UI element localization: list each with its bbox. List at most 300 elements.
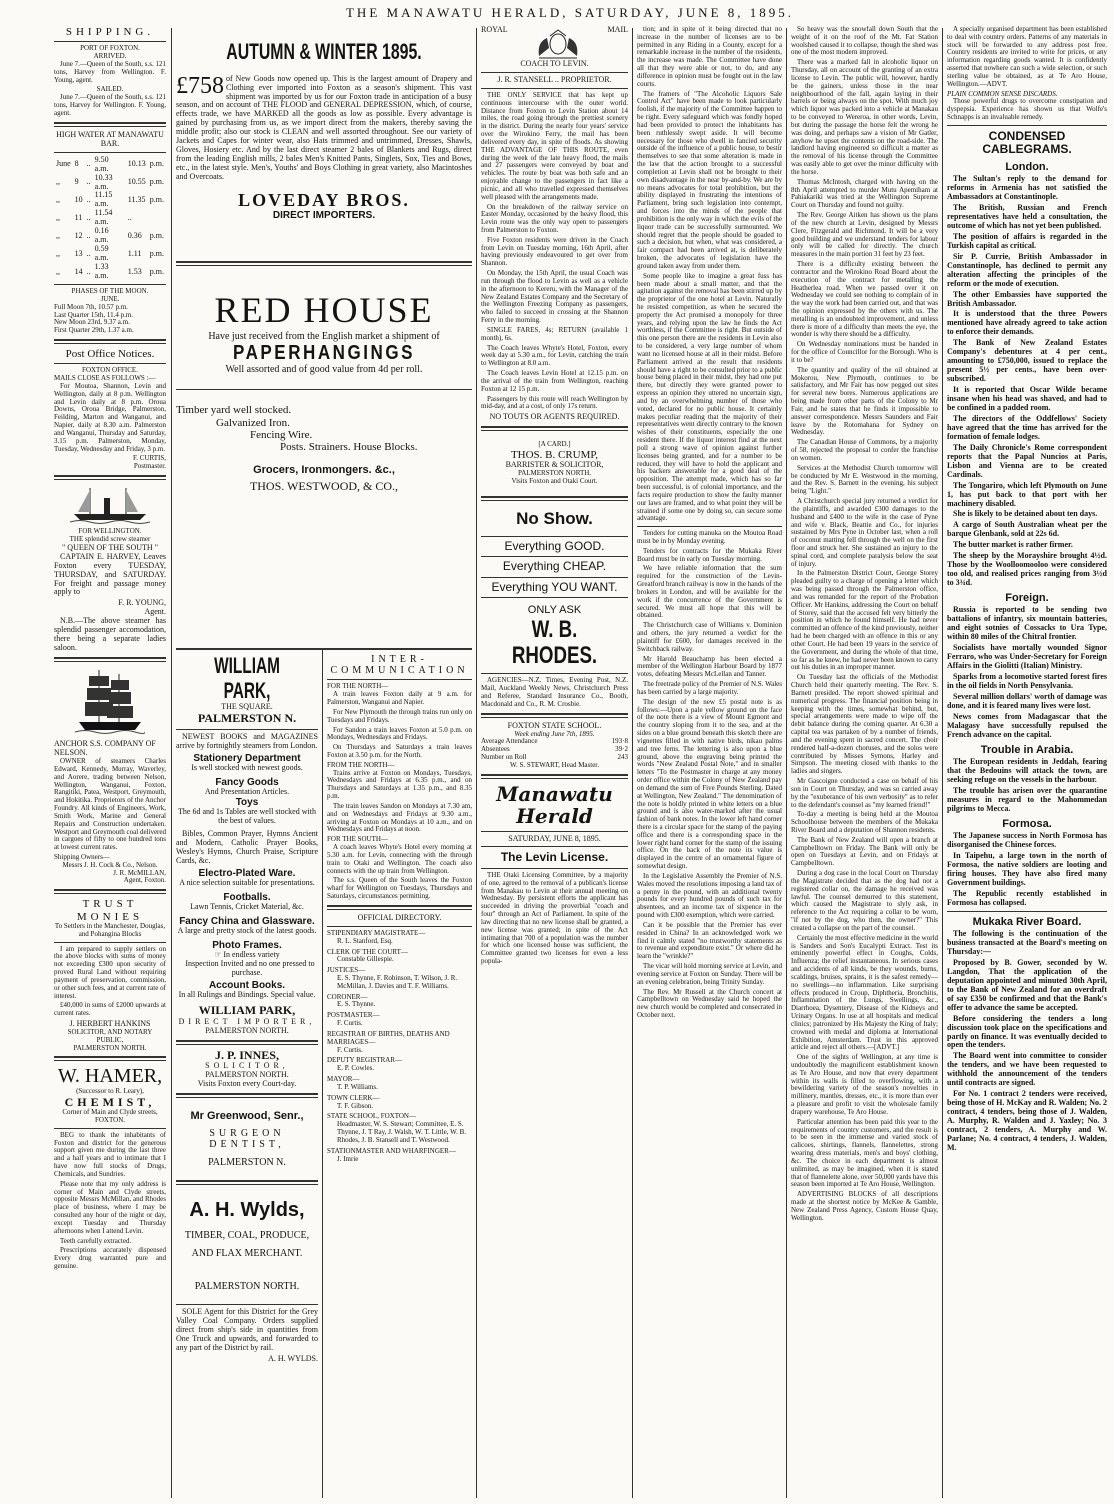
tide-cell: .. — [86, 248, 91, 258]
school-value: 193·8 — [611, 737, 628, 746]
cable-item: Socialists have mortally wounded Signor Ferraro, who was Under-Secretary for Foreign Affairs in the Giolitti (Italian) Ministry. — [947, 643, 1107, 671]
official-role: MAYOR— — [327, 1075, 360, 1084]
tide-cell: p.m. — [149, 266, 164, 276]
hamer-sub: (Successor to R. Leary), — [76, 1086, 144, 1095]
cable-item: Sparks from a locomotive started forest fires in the oil fields in North Pensylvania. — [947, 672, 1107, 691]
park-photo: Photo Frames. — [212, 940, 282, 952]
steamer-text: CAPTAIN E. HARVEY, Leaves Foxton every TUESDAY, THURSDAY, and SATURDAY. For freight and passage money apply to — [54, 551, 166, 597]
north-4: On Thursdays and Saturdays a train leaves Foxton at 3.50 p.m. for the North. — [327, 743, 472, 759]
tide-cell: ,, — [56, 177, 60, 187]
only-ask: ONLY ASK — [527, 604, 582, 617]
official-list — [327, 930, 472, 1164]
park-toys: Toys — [235, 796, 259, 808]
cable-item: News comes from Madagascar that the Malagasy have successfully repulsed the French advance on the capital. — [947, 711, 1107, 739]
tide-cell: p.m. — [149, 230, 164, 240]
wylds-sign: A. H. WYLDS. — [268, 1354, 318, 1364]
redhouse-ad — [176, 270, 472, 493]
news-item: Certainly the most effective medicine in the world is Sanders and Son's Eucalypti Extract. Test its eminently powerful effect in Coughs, Colds, Influenza; the relief instantaneous. In serious cases and accidents of all kinds, be they wounds, burns, scaldings, bruises, sprains, it is the safest remedy—no swellings—no inflammation. Like surprising effects produced in Croup, Diphtheria, Bronchitis, Inflammation of the Lungs, Swellings, &c., Diarrhoea, Dysentery, Disease of the Kidneys and Urinary Organs. In use at all hospitals and medical clinics; patronized by His Majesty the King of Italy; crowned with medal and diploma at International Exhibition, Amsterdam. Trust in this approved article and reject all others.—[ADVT.] — [791, 933, 938, 1052]
coach-section — [481, 26, 628, 422]
agencies: AGENCIES—N.Z. Times, Evening Post, N.Z. Mail, Auckland Weekly News, Christchurch Press and Referee, Standard Insurance Co., Booth, Macdonald and Co., R. M. Crosbie. — [481, 676, 628, 708]
hamer-text4: Prescriptions accurately dispensed Every drug warranted pure and genuine. — [54, 1246, 166, 1271]
park-square: THE SQUARE. — [221, 702, 273, 712]
coach-text3: Five Foxton residents were driven in the Coach from Levin on Tuesday morning, 16th April, after having previously endeavoured to get over from Shannon. — [481, 235, 628, 268]
official-role: CORONER— — [327, 992, 368, 1001]
crump-prof: BARRISTER & SOLICITOR, — [505, 460, 604, 470]
tide-cell — [148, 209, 166, 227]
cable-item: The butter market is rather firmer. — [953, 540, 1073, 550]
loveday-ad — [176, 40, 472, 221]
mukaka-heading: Mukaka River Board. — [972, 915, 1082, 928]
cable-item: The Sultan's reply to the demand for reforms in Armenia has not satisfied the Ambassadors at Constantinople. — [947, 174, 1107, 202]
park-town: PALMERSTON N. — [197, 711, 297, 726]
cable-item: Sir P. Currie, British Ambassador in Constantinople, has declined to permit any alteration affecting the principles of the reform or the mode of execution. — [947, 251, 1107, 288]
news-item: The Rev. Mr Russell at the Church concert at Campbelltown on Wednesday said he hoped the new church would be completed and consecrated in October next. — [637, 987, 782, 1020]
park-toys2: The 6d and 1s Tables are well stocked with the best of values. — [178, 807, 316, 825]
arabia-heading: Trouble in Arabia. — [980, 743, 1074, 756]
official-name: E. S. Thynne. — [337, 1000, 376, 1009]
tide-row — [54, 191, 166, 209]
tide-cell: .. — [86, 177, 91, 187]
steamer-icon — [70, 484, 150, 524]
park-electro2: A nice selection suitable for presentations. — [179, 877, 315, 887]
column-2 — [176, 654, 318, 1364]
innes-name: J. P. INNES, — [215, 1047, 279, 1062]
crump-card-label: [A CARD.] — [538, 440, 571, 449]
grocers: Grocers, Ironmongers. &c., — [253, 463, 395, 476]
tide-row — [54, 245, 166, 263]
coach-text: THE ONLY SERVICE that has kept up continuous intercourse with the outer world. Distance from Foxton to Levin Station about 14 miles, the road going through the prettiest scenery in the district. During the nearly four years' service over the Wirokino Ferry, the mail has been delivered every day, in spite of floods. As showing THE ADVANTAGE OF THIS ROUTE, even during the week of the late heavy flood, the mails and 27 passengers were conveyed by boat and vehicles. The route by boat was both safe and an enjoyable change to the passengers in fact like a picnic, and all who travelled expressed themselves well pleased with the arrangements made. — [481, 90, 628, 201]
official-name: Headmaster, W. S. Stewart; Committee, E. S. Thynne, J. T Ray, J. Walsh, W. T. Little, W. B. Rhodes, J. B. Stansell and T. Westwood. — [337, 1120, 467, 1144]
coach-fares: SINGLE FARES, 4s; RETURN (available 1 month), 6s. — [481, 325, 628, 342]
coach-touts: NO TOUTS OR AGENTS REQUIRED. — [489, 412, 620, 422]
moon-line: New Moon 23rd, 9.37 a.m. — [54, 318, 130, 327]
tide-row — [54, 209, 166, 227]
for-south: FOR THE SOUTH— — [327, 835, 388, 844]
park-fancy: Fancy Goods — [215, 776, 279, 788]
tide-cell: 11.35 — [127, 194, 146, 204]
official-role: POSTMASTER— — [327, 1011, 380, 1020]
news-item: Services at the Methodist Church tomorrow will be conducted by Mr E. Westwood in the morning, and the Rev. S. Barnett in the evening, his subject being "Light." — [791, 463, 938, 496]
park-foot: Footballs. — [223, 891, 271, 903]
coach-text7: Passengers by this route will reach Wellington by mid-day, and at a cost, of only 17s return. — [481, 394, 628, 411]
mukaka-item: The Board went into committee to consider the tenders, and we have been requested to withhold the announcement of the tenders until contracts are signed. — [947, 1051, 1107, 1088]
cable-item: The sheep by the Morayshire brought 4½d. Those by the Woolloomooloo were considered too old, and realised prices ranging from 3½d to 3¾d. — [947, 551, 1107, 588]
column-rule — [171, 28, 172, 1498]
cable-item: The European residents in Jeddah, fearing that the Bedouins will attack the town, are seeking refuge on the vessels in the harbour. — [947, 757, 1107, 784]
official-name: T. P. Williams. — [337, 1082, 378, 1091]
everything-cheap: Everything CHEAP. — [502, 559, 607, 574]
mails-heading: MAILS CLOSE AS FOLLOWS :— — [54, 374, 156, 383]
formosa-heading: Formosa. — [1002, 817, 1052, 830]
school-section — [481, 722, 628, 770]
official-name: T. F. Gibson. — [337, 1101, 374, 1110]
school-value: 39·2 — [615, 745, 628, 754]
wylds-ad — [176, 1189, 318, 1364]
column-rule — [942, 28, 943, 1498]
tide-cell: p.m. — [149, 159, 164, 169]
wylds-text: SOLE Agent for this District for the Grey Valley Coal Company. Orders supplied direct from ship's side in quantities from One Truck and upwards, and forwarded to any part of the District by rail. — [176, 1307, 318, 1353]
tide-cell: 10.55 — [127, 177, 146, 187]
tide-cell: .. — [86, 194, 91, 204]
sailed-text: June 7.—Queen of the South, s.s. 121 tons, Harvey for Wellington. F. Young, agent. — [54, 93, 166, 117]
news-item: Particular attention has been paid this year to the requirements of country customers, and the result is to be seen in the immense and varied stock of calicoes, shirtings, flannels, flannelettes, strong wearing dress materials, men's and boys' clothing, &c. The choice in each department is almost unlimited, as may be imagined, when it is stated that of flannelette alone, over 50,000 yards have this season been imported at Te Aro House, Wellington. — [791, 1117, 938, 1189]
north-2: For New Plymouth the through trains run only on Tuesdays and Fridays. — [327, 707, 472, 724]
column-rule — [476, 28, 477, 1498]
news-item: During a dog case in the local Court on Thursday the Magistrate decided that as the dog had not a registered collar on, the damage he received was lawful. The counsel demurred to this statement, which caused the Magistrate to slyly ask, in reference to the Act requiring a collar to be worn, "if not by the dog, who then, the owner?" This created a collapse on the part of the counsel. — [791, 869, 938, 932]
park-acct: Account Books. — [208, 980, 286, 992]
wylds-town: PALMERSTON NORTH. — [194, 1281, 300, 1293]
cable-item: The Tongariro, which left Plymouth on June 1, has put back to that port with her machinery disabled. — [947, 480, 1107, 508]
tide-cell: ,, — [56, 194, 60, 204]
anchor-title: ANCHOR S.S. COMPANY OF NELSON. — [54, 739, 156, 758]
official-name: F. Curtis. — [337, 1045, 363, 1054]
tide-row — [54, 263, 166, 281]
official-role: CLERK OF THE COURT— — [327, 947, 408, 956]
tide-cell: June — [56, 159, 71, 169]
hamer-title: CHEMIST, — [64, 1094, 156, 1109]
park-news: NEWEST BOOKS and MAGAZINES arrive by fortnightly steamers from London. — [176, 731, 318, 750]
news-item: The quantity and quality of the oil obtained at Mokorou, New Plymouth, continues to be satisfactory, and Mr Fair has now pegged out sites for several new bores. Numerous applications are being made from other parts of the Colony to Mr Fair, and he states that he finds it impossible to answer correspondence. Messrs Saunders and Fair leave by the Rotomahana for Sydney on Wednesday. — [791, 365, 938, 437]
innes-visits: Visits Foxton every Court-day. — [197, 1079, 297, 1089]
tide-cell: p.m. — [149, 248, 164, 258]
greenwood-town: PALMERSTON N. — [208, 1156, 286, 1168]
news-item: To-day a meeting is being held at the Moutoa Schoolhouse between the members of the Mukaka River Board and a deputation of Shannon residents. — [791, 810, 938, 834]
hamer-text: BEG to thank the inhabitants of Foxton and district for the generous support given me during the last three and a half years and to intimate that I have now full stocks of Drugs, Chemicals, and Sundries. — [54, 1130, 166, 1178]
crump-card — [481, 435, 628, 492]
steamer-name: " QUEEN OF THE SOUTH " — [62, 542, 158, 552]
news-item: On Tuesday last the officials of the Methodist Church held their quarterly meeting. The Rev. S. Barnett presided. The report showed spiritual and numerical progress. The financial position being in keeping with the times, somewhat behind, but, special arrangements were made to wipe off the debit balance during the coming quarter. At 6.30 a capital tea was partaken of by a number of friends, and the evening spent in sacred concert. The choir rendered half-a-dozen choruses, and the solos were contributed by Misses Symons, Harley and Simpson. The meeting closed with thanks to the ladies and singers. — [791, 673, 938, 776]
cable-item: It is reported that Oscar Wilde became insane when his head was shaved, and had to be confined in a padded room. — [947, 385, 1107, 412]
coach-crest-row — [481, 26, 628, 60]
moon-line: Last Quarter 15th, 11.4 p.m. — [54, 310, 134, 319]
park-bibles: Bibles, Common Prayer, Hymns Ancient and Modern, Catholic Prayer Books, Wesley's Hymns, Church Praise, Scripture Cards, &c. — [176, 828, 318, 865]
cable-item: It is understood that the three Powers mentioned have already agreed to take action to enforce their demands. — [947, 309, 1107, 337]
news-item: Those powerful drugs to overcome constipation and dyspepsia. Experience has shown us that Wolfe's Schnapps is an invaluable remedy. — [947, 97, 1107, 122]
tide-cell: .. — [86, 266, 91, 276]
tides-section — [54, 131, 166, 281]
tide-cell: 10.13 — [127, 159, 146, 169]
trust-sub: To Settlers in the Manchester, Douglas, and Pohangina Blocks — [54, 921, 166, 938]
anchor-text: OWNER of steamers Charles Edward, Kennedy, Murray, Waverley, and Aorere, trading between Nelson, Wellington, Wanganui, Foxton, Rangitiki, Patea, Westport, Greymouth, and Hokitika. Proprietors of the Anchor Foundry. All kinds of Engineers, Work, Smith Work, Marine and General Repairs and Construction undertaken. Westport and Greymouth coal delivered in cargoes of fifty to one hundred tons at lowest current rates. — [54, 757, 166, 852]
steamer-the: THE splendid screw steamer — [69, 534, 151, 543]
cable-item: The directors of the Oddfellows' Society have agreed that the time has arrived for the formation of female lodges. — [947, 413, 1107, 441]
for-north: FOR THE NORTH— — [327, 682, 389, 691]
official-title: OFFICIAL DIRECTORY. — [357, 912, 442, 922]
trust-title: TRUST MONIES — [76, 898, 144, 923]
tide-cell: ,, — [56, 230, 60, 240]
hamer-text3: Teeth carefully extracted. — [60, 1236, 132, 1245]
rhodes-ad — [481, 509, 628, 709]
shipping-title: SHIPPING. — [65, 26, 155, 38]
moon-section — [54, 288, 166, 335]
column-7 — [947, 26, 1107, 1155]
loveday-firm2: DIRECT IMPORTERS. — [272, 210, 376, 222]
trust-section — [54, 898, 166, 1052]
park-china2: A large and pretty stock of the latest goods. — [177, 926, 317, 936]
intercomm-title: INTER-COMMUNICATION — [330, 654, 469, 677]
autumn-text: of New Goods now opened up. This is the largest amount of Drapery and Clothing ever imported into Foxton as a season's shipment. This vast shipment was imported by us for our Foxton trade in anticipation of a busy season, and on account of THE FLOOD and GENERAL DEPRESSION, which, of course, effects trade, we have MARKED all the goods as low as possible. Every advantage is gained by purchasing from us, as we import direct from the makers, thereby saving the middle profit; also our stock is CLEAN and well assorted throughout. See our variety of Jackets and Capes for winter wear, also Hats trimmed and untrimmed, Dresses, Shawls, Gloves, Hosiery etc. And by the last direct steamer 2 bales of Blankets and Rugs, direct from the leading English mills, 2 bales Men's Knitted Pants, Singlets, Sox, Ties and Bows, etc., in the latest style. Men's, Youths' and Boys Clothing in great variety, also Macintoshes and Overcoats. — [176, 73, 472, 182]
cable-item: The trouble has arisen over the quarantine measures in regard to the Mahommedan pilgrims to Mecca. — [947, 785, 1107, 813]
steamer-for: FOR WELLINGTON. — [78, 527, 142, 536]
tide-cell: .. — [127, 212, 132, 222]
tide-cell: 14 — [74, 266, 83, 276]
post-office-sub: FOXTON OFFICE. — [82, 366, 138, 375]
official-name: E. S. Thynne, F. Robinson, T. Wilson, J. R. McMillan, J. Davies and T. F. Williams. — [337, 974, 458, 990]
loveday-firm: LOVEDAY BROS. — [238, 190, 410, 211]
rhodes-name: W. B. RHODES. — [511, 615, 598, 670]
from-north-2: The train leaves Sandon on Mondays at 7.30 am, and on Wednesdays and Fridays at 9.30 a.m., arriving at Foxton on Mondays at 10 a.m., and on Wednesdays and Fridays at noon. — [327, 801, 472, 834]
news-item: The Christchurch case of Williams v. Dominion and others, the jury returned a verdict for the plaintiff for £600, for damages received in the Switchback railway. — [637, 621, 782, 653]
paperhangings: PAPERHANGINGS — [232, 341, 416, 364]
column-3 — [327, 654, 472, 1166]
news-item: There is a difficulty existing between the contractor and the Wirokino Road Board about the execution of the contract for metalling the Heatherlea road. When we passed over it on Wednesday we could see nothing to complain of in the way the work had been carried out, and that was the opinion expressed by the others with us. The metalling is an undoubted improvement, and unless there is more of a difficulty than meets the eye, the wonder is why there should be a difficulty. — [791, 260, 938, 339]
official-role: STATE SCHOOL, FOXTON— — [327, 1112, 416, 1121]
tide-cell: 11.54 a.m. — [94, 208, 113, 227]
article-text: Some people like to imagine a great fuss has been made about a small matter, and that the agitation against the removal has been stirred up by the proprietor of the one hotel at Levin. Naturally he resisted competition, as when he secured the property the Act promised a monopoly for three years, and relying upon the law he finds the Act worthless, if the Committee is right. But outside of this one person there are the residents in Levin also to be considered, a very large number of whom want no licensed house at all in their midst. Before Parliament arrived at the result that residents should have a right to be consulted prior to a public house being placed in their midst, they had one put there, but directly they were granted power to express an opinion they uttered no uncertain sign, and by an overwhelming number of those who voted, declared for no public house. It certainly makes peculiar reading that the majority of their representatives went directly contrary to the known wishes of their constituents, especially the one resident there. If the liquor interest find at the next poll a strong wave of opinion against further licenses being granted, and for a number to be reduced, they will have to hold the applicant and his backers answerable for a good deal of the opposition. The attempt made, which has so far been successful, is of colonial importance, and the facts require production to show the faulty manner our laws are framed, and to what point they will be strained if some one by doing so, can secure some advantage. — [637, 271, 782, 523]
greenwood-prof: SURGEON DENTIST, — [209, 1128, 285, 1151]
port-heading: PORT OF FOXTON. — [80, 44, 140, 53]
north-3: For Sandon a train leaves Foxton at 5.0 p.m. on Mondays, Wednesdays and Fridays. — [327, 725, 472, 742]
shipping-section — [54, 26, 166, 118]
trust-text2: £40,000 in sums of £2000 upwards at current rates. — [54, 1001, 166, 1018]
school-label: Absentees — [481, 745, 510, 754]
wylds-trade: TIMBER, COAL, PRODUCE, AND FLAX MERCHANT. — [184, 1230, 310, 1260]
park-sign3: PALMERSTON NORTH. — [205, 1025, 289, 1035]
news-item: One of the sights of Wellington, at any time is undoubtedly the magnificent establishment known as Te Aro House, and now that every department within its walls is filled to overflowing, with a bewildering variety of the season's novelties in millinery, mantles, dresses, etc., it is more than ever a pleasure and profit to visit the wholesale family drapery warehouse, Te Aro House. — [791, 1053, 938, 1116]
tide-cell: 0.16 a.m. — [94, 226, 109, 245]
school-label: Number on Roll — [481, 753, 527, 762]
post-office-sign: F. CURTIS, — [132, 454, 166, 463]
crump-town: PALMERSTON NORTH. — [517, 469, 592, 478]
park-acct2: In all Rulings and Bindings. Special value. — [178, 990, 316, 1000]
redhouse-title: RED HOUSE — [214, 290, 434, 331]
cable-item: The British, Russian and French representatives have held a consultation, the outcome of which has not yet been published. — [947, 202, 1107, 230]
steamer-section — [54, 484, 166, 653]
tide-row — [54, 174, 166, 192]
tide-cell: .. — [86, 212, 91, 222]
iron: Galvanized Iron. — [216, 416, 290, 429]
news-item: The Rev. George Aitken has shown us the plans of the new church at Levin, designed by Messrs Clere, Fitzgerald and Richmond. It will be a very good building and we understand tenders for labour only will be called for directly. The church measures in the main portion 31 feet by 23 feet. — [791, 211, 938, 259]
coach-royal: ROYAL — [481, 26, 508, 34]
tide-cell: .. — [86, 230, 91, 240]
news-item: A Christchurch special jury returned a verdict for the plaintiffs, and awarded £300 damages to the husband and £400 to the wife in the case of Pyne and wife v. Black, Beattie and Co., for injuries sustained by Mrs Pyne in October last, when a roll of coconut matting fell through the well on the first floor and struck her. She sustained an injury to the spinal cord, and complete paralysis below the seat of injury. — [791, 497, 938, 568]
article-text: tion; and in spite of it being directed that no increase in the number of licenses are to be permitted in any Riding in a County, except for a remarkable increase in the number of the residents, the increase was made. The Committee have done all that they were able or not, to do, and any difference in opinion must be fought out in the law courts. — [637, 26, 782, 88]
moon-month: JUNE. — [100, 294, 120, 303]
anchor-section — [54, 666, 166, 885]
school-table — [481, 738, 628, 761]
intercomm-section — [327, 654, 472, 901]
news-item: The design of the new £5 postal note is as follows:—Upon a pale yellow ground on the face of the note there is a view of Mount Egmont and the country sloping from it to the sea, and at the sides on a blue ground beneath this sketch there are vignettes filled in with native birds, nikau palms and tree ferns. The lettering is also upon a blue ground, above the engraving being printed the words "New Zealand Postal Note," and in smaller letters "To the Postmaster in charge at any money order office within the Colony of New Zealand pay on demand the sum of Five Pounds Sterling. Dated at Wellington, New Zealand." The denomination of the note is boldly printed in white letters on a blue ground and is also water-marked after the usual fashion of bank notes. In the lower left hand corner there is a circular space for the stamp of the paying office and there is a corresponding space in the lower right hand corner for the stamp of the issuing office. On the back of the note its value is displayed in the centre of an ornamental figure of somewhat design. — [637, 697, 782, 871]
steamer-nb: N.B.—The above steamer has splendid passenger accomodation, there being a separate ladies saloon. — [54, 616, 166, 653]
park-foot2: Lawn Tennis, Cricket Material, &c. — [190, 902, 304, 912]
coach-text2: On the breakdown of the railway service on Easter Monday, occasioned by the heavy flood, this Levin route was the only way open to passengers from Palmerston to Foxton. — [481, 202, 628, 234]
tide-cell: 1.53 — [127, 266, 142, 276]
tide-cell: 9.50 a.m. — [94, 154, 109, 173]
news-item: In the Legislative Assembly the Premier of N.S. Wales moved the resolutions imposing a land tax of a penny in the pound, with an additional twenty pounds for every hundred pounds of such tax for absentees, and an income tax of sixpence in the pound with £300 exemption, which were carried. — [637, 871, 782, 920]
news-item: So heavy was the snowfall down South that the weight of it on the roof of the Mt. Fat Station woolshed caused it to collapse, though the shed was one of the most modern improved. — [791, 26, 938, 57]
tide-cell: 8 — [74, 159, 79, 169]
tide-cell: .. — [86, 159, 91, 169]
column-6 — [791, 26, 938, 1225]
arrived-heading: ARRIVED. — [93, 52, 127, 61]
amount: £758 — [176, 72, 224, 99]
wire: Fencing Wire. — [250, 429, 313, 442]
news-item: The Bank of New Zealand will open a branch at Campbelltown on Friday. The Bank will only be open on Tuesdays at Levin, and on Fridays at Campbelltown. — [791, 835, 938, 868]
news-item: Can it be possible that the Premier has ever resided in China? In an acknowledged work we find it calmly stated "no trustworthy statements as to revenue and expenditure exist." Or where did he learn the "wrinkle?" — [637, 920, 782, 961]
plain-sense: PLAIN COMMON SENSE DISCARDS. — [947, 89, 1058, 98]
tide-cell: p.m. — [149, 194, 164, 204]
innes-ad — [176, 1049, 318, 1089]
autumn-title: AUTUMN & WINTER 1895. — [226, 40, 422, 64]
news-item: Mr Gascoigne conducted a case on behalf of his son in Court on Thursday, and was so carried away by the "exuberance of his own verbosity" as to refer to the defendant's counsel as "my learned friend!" — [791, 777, 938, 809]
hamer-name: W. HAMER, — [57, 1065, 163, 1088]
timber: Timber yard well stocked. — [176, 404, 292, 417]
official-directory — [327, 914, 472, 1163]
anchor-owners4: Agent, Foxton. — [123, 876, 166, 885]
cable-item: The Bank of New Zealand Estates Company's debentures at 4 per cent., amounting to £750,000, issued to replace the present 5½ per cents., have been over-subscribed. — [947, 338, 1107, 384]
coach-mail: MAIL — [607, 26, 628, 34]
tide-cell: ,, — [56, 248, 60, 258]
school-week: Week ending June 7th, 1895. — [514, 729, 595, 738]
post-office-title: Post Office Notices. — [65, 347, 155, 360]
cable-item: The Daily Chronicle's Rome correspondent reports that the Papal Nuncios at Paris, Lisbon and Vienna are to be created Cardinals. — [947, 442, 1107, 479]
school-sign: W. S. STEWART, Head Master. — [509, 760, 599, 769]
trust-sign3: PALMERSTON NORTH. — [73, 1043, 147, 1052]
steamer-sign2: Agent. — [144, 607, 166, 617]
cable-item: In Taipehu, a large town in the north of Formosa, the native soldiers are looting and firing houses. They have also fired many Government buildings. — [947, 851, 1107, 887]
trust-text: I am prepared to supply settlers on the above blocks with sums of money not exceeding £300 upon security of proved Rural Land without requiring payment of preservation, commission, or other such fees, and at current rate of interest. — [54, 944, 166, 1000]
london-heading: London. — [1005, 160, 1049, 173]
redhouse-sub: Have just received from the English market a shipment of — [208, 330, 440, 342]
post-office-text: For Moutoa, Shannon, Levin and Wellington, daily at 8 p.m. Wellington and Levin daily at 8 p.m. Oroua Downs, Oroua Bridge, Palmerston, Feilding, Marton and Wanganui, and Napier, daily at 8.30 a.m. Palmerston and Wanganui, Thursday and Saturday, 3.15 p.m. Palmerston, Monday, Tuesday, Wednesday and Friday, 3 p.m. — [54, 381, 166, 453]
herald-date: SATURDAY, JUNE 8, 1895. — [508, 833, 601, 843]
mukaka-item: The following is the continuation of the business transacted at the Board's meeting on Thursday:— — [947, 929, 1107, 956]
arrived-text: June 7.—Queen of the South, s.s. 121 tons, Harvey from Wellington. F. Young, agent. — [54, 59, 166, 84]
article-text: The framers of "The Alcoholic Liquors Sale Control Act" have been made to look particularly foolish, if the majority of the Committee happen to be right. Every safeguard which was fondly hoped had been provided to protect the inhabitants has been ruthlessly swept aside. It will become necessary for those who dwell in fancied security outside of the influence of a public house, to bestir themselves to see that some alteration is made in the law that the action brought to a successful completion at Levin shall not be brought to their own disadvantage in the near by-and-by. We are by no means advocates for total prohibition, but the ability displayed in frustrating the intentions of Parliament, bring such legislation into contempt, and forces into the minds of the people that prohibition is the only way in which the evils of the liquor trade can be successfully surmounted. We should regret that the people should be goaded to such a decision, but when, what was considered, a fair compact had been arrived at, is deliberately broken, the advocates of legislation have the ground taken away from under them. — [637, 89, 782, 270]
tide-row — [54, 156, 166, 174]
park-stat: Stationery Department — [193, 752, 301, 764]
park-electro: Electro-Plated Ware. — [198, 867, 296, 879]
from-north: FROM THE NORTH— — [327, 760, 395, 769]
wide-ad-rule — [176, 648, 472, 650]
tide-cell: 10.33 a.m. — [94, 172, 113, 191]
royal-crest-icon — [533, 26, 583, 60]
wylds-name: A. H. Wylds, — [189, 1198, 305, 1221]
tide-row — [54, 227, 166, 245]
tide-cell: 1.11 — [127, 248, 142, 258]
park-name: WILLIAM PARK, — [214, 654, 280, 703]
news-item: A specially organised department has been established to deal with country orders. Patterns of any materials in stock will be forwarded to any address post free. Country residents are invited to write for prices, or any information regarding goods wanted. It is confidently asserted that nowhere can such a wide selection, or such sterling value be obtained, as at Te Aro House, Wellington.—ADVT. — [947, 26, 1107, 88]
moon-line: First Quarter 29th, 1.37 a.m. — [54, 326, 134, 335]
moon-line: Full Moon 7th, 10.57 p.m. — [54, 302, 128, 311]
steamer-sign: F. R. YOUNG, — [118, 598, 166, 608]
official-role: STIPENDIARY MAGISTRATE— — [327, 928, 426, 937]
school-value: 243 — [617, 753, 628, 762]
official-role: STATIONMASTER AND WHARFINGER— — [327, 1146, 456, 1155]
news-item: We have reliable information that the sum required for the construction of the Levin-Greatford branch railway is now in the hands of the brokers in London, and will be available for the work if the concurrence of the Government is secured. We must all hope that this will be obtained. — [637, 564, 782, 620]
no-show: No Show. — [516, 508, 593, 528]
redhouse-well: Well assorted and of good value from 4d per roll. — [225, 364, 423, 376]
park-stat2: Is well stocked with newest goods. — [191, 762, 303, 772]
coach-prop: J. R. STANSELL .. PROPRIETOR. — [497, 74, 612, 84]
tides-title: HIGH WATER AT MANAWATU BAR. — [56, 129, 164, 148]
south-2: The s.s. Queen of the South leaves the Foxton wharf for Wellington on Tuesdays, Thursdays and Saturdays, circumstances permitting. — [327, 876, 472, 901]
mukaka-item: Proposed by B. Gower, seconded by W. Langdon, That the application of the deputation appointed and minuted 30th April, to the Bank of New Zealand for an overdraft of say £350 be confirmed and that the Bank's offer to advance the same be accepted. — [947, 957, 1107, 1012]
crump-visits: Visits Foxton and Otaki Court. — [511, 477, 598, 486]
cable-item: The Republic recently established in Formosa has collapsed. — [947, 888, 1107, 907]
hamer-section — [54, 1065, 166, 1270]
news-item: Thomas McIntosh, charged with having on the 8th April attempted to murder Mutu Apemiham at Pahiakariki was tried at the Wellington Supreme Court on Thursday and found not guilty. — [791, 177, 938, 210]
tide-cell: ,, — [56, 212, 60, 222]
herald-title: Manawatu Herald — [496, 781, 613, 829]
official-role: REGISTRAR OF BIRTHS, DEATHS AND MARRIAGES— — [327, 1029, 450, 1046]
news-item: In the Palmerston District Court, George Storey pleaded guilty to a charge of opening a letter which was being passed through the Palmerston office, and was remanded for the report of the Probation Officer. Mr Hankins, addressing the Court on behalf of Storey, said that the accused felt very bitterly the position in which he found himself. He had never committed an offence of the kind previously, neither had he been charged with an offence in this or any other Court. He had been 19 years in the service of the Government, and during the whole of that time, so far as he knew, he had never been known to carry out his duties in an improper manner. — [791, 569, 938, 672]
news-item: Mr Harold Beauchamp has been elected a member of the Wellington Harbour Board by 1877 votes, defeating Messrs McLellan and Tanner. — [637, 654, 782, 679]
park-sign: WILLIAM PARK, — [198, 1003, 296, 1018]
anchor-owners2: Messrs J. H. Cock & Co., Nelson. — [62, 860, 158, 869]
north-1: A train leaves Foxton daily at 9 a.m. for Palmerston, Wanganui and Napier. — [327, 690, 472, 707]
sailed-heading: SAILED. — [96, 85, 124, 94]
license-text: THE Otaki Licensing Committee, by a majority of one, agreed to the removal of a publican's license from Manakau to Levin at their annual meeting on Wednesday. By persistent efforts the applicant has succeeded in driving the proverbial "coach and four" through an Act of Parliament. In spite of the law directing that no new license shall be granted, a new license was granted; in spite of the Act intimating that 700 of a population was the number for which one licensed house was sufficient, the Committee granted two licenses for even a less popula- — [481, 870, 628, 965]
anchor-owners: Shipping Owners— — [54, 853, 110, 861]
masthead: THE MANAWATU HERALD, SATURDAY, JUNE 8, 1895. — [345, 5, 795, 20]
news-item: ADVERTISING BLOCKS of all descriptions made at the shortest notice by McKee & Gamble, New Zealand Press Agency, Custom House Quay, Wellington. — [791, 1190, 938, 1222]
column-5 — [637, 26, 782, 1022]
anchor-owners3: J. R. McMILLAN, — [113, 868, 166, 877]
official-role: JUSTICES— — [327, 966, 366, 975]
official-name: E. P. Cowles. — [337, 1064, 375, 1073]
foreign-heading: Foreign. — [1005, 592, 1049, 605]
everything-good: Everything GOOD. — [504, 538, 605, 553]
column-4 — [481, 26, 628, 968]
official-name: Constable Gillespie. — [337, 955, 394, 964]
tide-cell: p.m. — [149, 177, 164, 187]
trust-sign2: SOLICITOR, AND NOTARY PUBLIC, — [67, 1028, 153, 1044]
condensed-title: CONDENSED CABLEGRAMS. — [982, 128, 1072, 157]
tide-cell: 10 — [74, 194, 83, 204]
pointing-hand-icon: ☞ — [214, 950, 222, 960]
tide-cell: 11.15 a.m. — [94, 190, 113, 209]
greenwood-name: Mr Greenwood, Senr., — [190, 1109, 304, 1122]
innes-town: PALMERSTON NORTH. — [205, 1070, 289, 1080]
westwood: THOS. WESTWOOD, & CO., — [249, 479, 399, 494]
column-rule — [786, 28, 787, 1498]
moon-title: PHASES OF THE MOON. — [71, 287, 149, 296]
park-china: Fancy China and Glassware. — [179, 916, 315, 928]
tide-cell: ,, — [56, 266, 60, 276]
trust-sign: J. HERBERT HANKINS — [69, 1019, 151, 1029]
cable-item: Russia is reported to be sending two battalions of infantry, six mountain batteries, and eight sotnies of Cossacks to Ura Type, within 80 miles of the Chitral frontier. — [947, 605, 1107, 642]
coach-text5: The Coach leaves Whyte's Hotel, Foxton, every week day at 5.30 a.m., for Levin, catching the train to Wellington at 8.0 a.m. — [481, 343, 628, 368]
crump-name: THOS. B. CRUMP, — [510, 448, 599, 461]
news-item: On Wednesday nominations must be handed in for the office of Councillor for the Borough. Who is it to be? — [791, 340, 938, 364]
coach-title: COACH TO LEVIN. — [520, 59, 589, 68]
innes-sol: SOLICITOR, — [205, 1061, 289, 1071]
tide-cell: 0.36 — [127, 230, 142, 240]
mukaka-item: For No. 1 contract 2 tenders were received, being those of H. McKay and R. Walden; No. 2 contract, 4 tenders, being those of J. Walden, A. Murphy, R. Walden and J. Yaxley; No. 3 contract, 2 tenders, A. Murphy and W. Parlane; No. 4 contract, 4 tenders, J. Walden, M. — [947, 1089, 1107, 1152]
cable-item: She is likely to be detained about ten days. — [953, 509, 1098, 519]
column-rule — [632, 28, 633, 1498]
tides-table — [54, 156, 166, 281]
news-item: Tenders for contracts for the Mukaka River Board must be in early on Tuesday morning. — [637, 546, 782, 563]
official-name: R. L. Stanford, Esq. — [337, 936, 393, 945]
park-ad — [176, 654, 318, 1036]
posts: Posts. Strainers. House Blocks. — [280, 441, 418, 454]
wide-ad-block — [176, 40, 472, 493]
post-office-section — [54, 348, 166, 471]
column-rule — [322, 650, 323, 1498]
cable-item: A cargo of South Australian wheat per the barque Glenbank, sold at 22s 6d. — [947, 520, 1107, 539]
